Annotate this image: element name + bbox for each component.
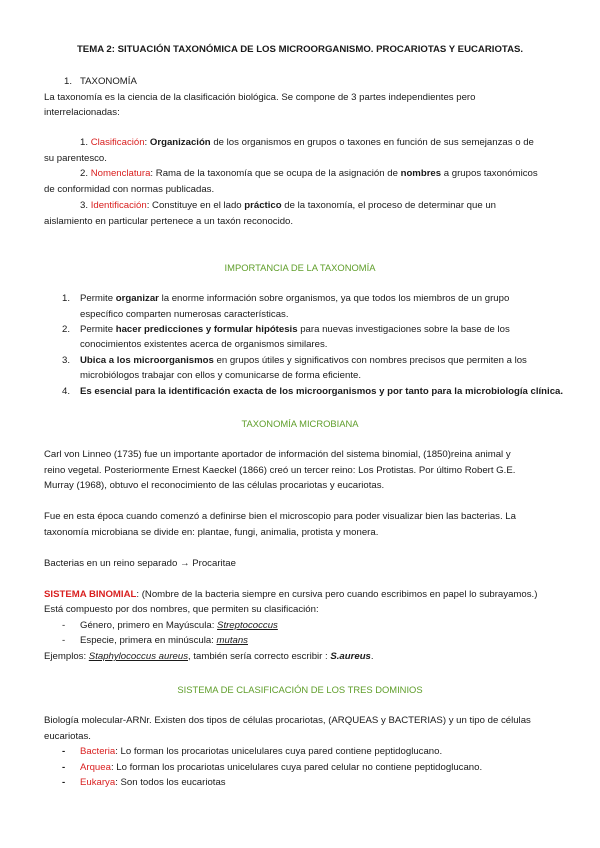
term-nomenclatura: Nomenclatura [90,168,151,179]
bullet-dash: - [62,620,66,631]
paragraph-line: reino vegetal. Posteriormente Ernest Kaeckel (1866) creó un tercer reino: Los Protistas. Por último Robert G.E. [44,465,516,476]
term-bacteria: Bacteria [80,746,116,757]
term-identificacion: Identificación [90,200,147,211]
list-item: Eukarya: Son todos los eucariotas [80,777,226,788]
list-number: 3. [80,200,89,211]
example-species: mutans [216,635,248,646]
list-number: 4. [62,386,71,397]
term-clasificacion: Clasificación [90,137,145,148]
list-number: 2. [80,168,89,179]
keyword: práctico [244,200,282,211]
section-heading-taxonomia: TAXONOMÍA [80,76,137,87]
section-heading-microbiana: TAXONOMÍA MICROBIANA [241,418,359,429]
keyword: organizar [115,293,159,304]
section-heading-importancia: IMPORTANCIA DE LA TAXONOMÍA [224,262,376,273]
bullet-dash: - [62,777,66,788]
list-item: Arquea: Lo forman los procariotas unicelulares cuya pared celular no contiene peptidoglucano. [80,762,483,773]
list-number: 3. [62,355,71,366]
list-number: 1. [62,293,71,304]
list-item-continuation: de conformidad con normas publicadas. [44,184,215,195]
section-number: 1. [64,76,73,87]
list-item-continuation: conocimientos existentes acerca de organismos similares. [80,339,328,350]
taxonomia-intro-line: La taxonomía es la ciencia de la clasificación biológica. Se compone de 3 partes independientes pero [44,92,476,103]
term-arquea: Arquea [80,762,111,773]
paragraph-line: Está compuesto por dos nombres, que permiten su clasificación: [44,604,319,615]
example-full-name: Staphylococcus aureus [88,651,188,662]
example-genus: Streptococcus [217,620,278,631]
keyword: Organización [149,137,211,148]
keyword: hacer predicciones y formular hipótesis [115,324,298,335]
paragraph-line: taxonomía microbiana se divide en: plantae, fungi, animalia, protista y monera. [44,527,379,538]
list-item: Ubica a los microorganismos en grupos útiles y significativos con nombres precisos que permiten a los [80,355,527,366]
bullet-dash: - [62,762,66,773]
keyword: Ubica a los microorganismos [80,355,214,366]
document-title: TEMA 2: SITUACIÓN TAXONÓMICA DE LOS MICROORGANISMO. PROCARIOTAS Y EUCARIOTAS. [76,44,524,55]
keyword: Es esencial para la identificación exacta de los microorganismos y por tanto para la microbiología clínica. [80,386,564,397]
examples-line: Ejemplos: Staphylococcus aureus, también sería correcto escribir : S.aureus. [44,651,374,662]
term-eukarya: Eukarya [80,777,116,788]
list-item: 2. Nomenclatura: Rama de la taxonomía que se ocupa de la asignación de nombres a grupos taxonómicos [80,168,538,179]
bullet-dash: - [62,746,66,757]
list-number: 2. [62,324,71,335]
paragraph-line: Murray (1968), obtuvo el reconocimiento de las células procariotas y eucariotas. [44,480,385,491]
list-item: Especie, primera en minúscula: mutans [80,635,248,646]
list-item: Bacteria: Lo forman los procariotas unicelulares cuya pared contiene peptidoglucano. [80,746,443,757]
list-number: 1. [80,137,89,148]
paragraph-line: eucariotas. [44,731,91,742]
paragraph-line: Biología molecular-ARNr. Existen dos tipos de células procariotas, (ARQUEAS y BACTERIAS) y un tipo de células [44,715,531,726]
list-item: 3. Identificación: Constituye en el lado práctico de la taxonomía, el proceso de determinar que un [80,200,497,211]
list-item: Permite organizar la enorme información sobre organismos, ya que todos los miembros de un grupo [80,293,510,304]
paragraph-line: Fue en esta época cuando comenzó a definirse bien el microscopio para poder visualizar bien las bacterias. La [44,511,516,522]
list-item: Género, primero en Mayúscula: Streptococcus [80,620,278,631]
binomial-definition: SISTEMA BINOMIAL: (Nombre de la bacteria siempre en cursiva pero cuando escribimos en papel lo subrayamos.) [44,589,538,600]
taxonomia-intro-line: interrelacionadas: [44,107,120,118]
list-item-continuation: aislamiento en particular pertenece a un taxón reconocido. [44,216,294,227]
paragraph-line: Carl von Linneo (1735) fue un importante aportador de información del sistema binomial, (1850)reina animal y [44,449,511,460]
term-sistema-binomial: SISTEMA BINOMIAL [44,589,137,600]
list-item-continuation: su parentesco. [44,153,107,164]
paragraph-line: Bacterias en un reino separado → Procaritae [44,558,236,569]
list-item [80,386,563,398]
list-item-continuation: específico comparten numerosas características. [80,309,289,320]
keyword: nombres [400,168,442,179]
section-heading-dominios: SISTEMA DE CLASIFICACIÓN DE LOS TRES DOMINIOS [177,684,423,695]
list-item: Permite hacer predicciones y formular hipótesis para nuevas investigaciones sobre la base de los [80,324,510,335]
list-item: 1. Clasificación: Organización de los organismos en grupos o taxones en función de sus semejanzas o de [80,137,534,148]
bullet-dash: - [62,635,66,646]
example-abbreviation: S.aureus [330,651,371,662]
list-item-continuation: microbiólogos trabajar con ellos y comunicarse de forma eficiente. [80,370,362,381]
